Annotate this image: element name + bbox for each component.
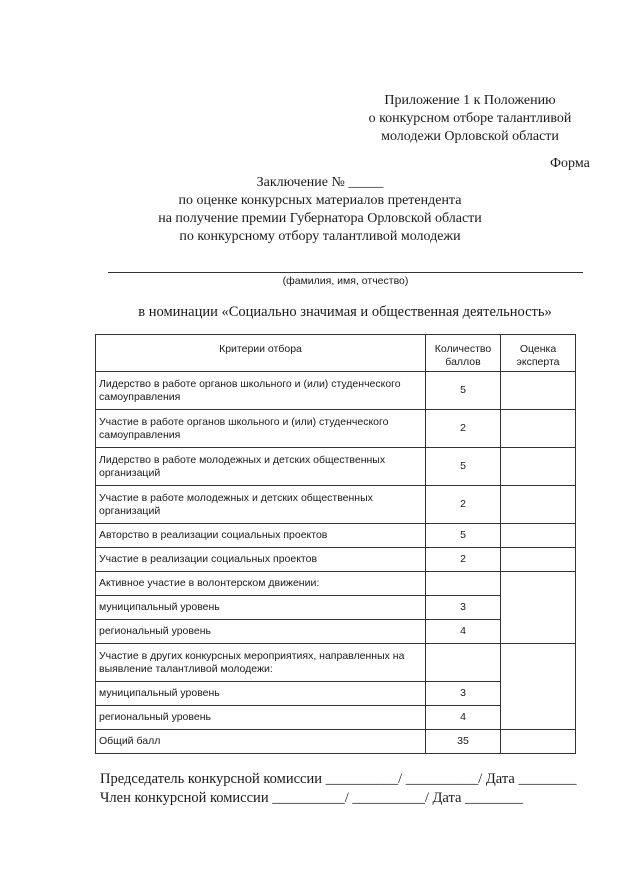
criterion-cell: муниципальный уровень (96, 596, 426, 620)
name-field-caption: (фамилия, имя, отчество) (282, 275, 409, 287)
header-points: Количество баллов (426, 335, 501, 372)
title-line: на получение премии Губернатора Орловской области (158, 211, 482, 226)
expert-total-cell[interactable] (501, 730, 576, 754)
expert-score-cell[interactable] (501, 448, 576, 486)
expert-score-cell[interactable] (501, 410, 576, 448)
expert-score-cell[interactable] (501, 524, 576, 548)
table-row (96, 644, 576, 682)
table-row (96, 524, 576, 548)
chair-signature-line[interactable]: Председатель конкурсной комиссии __________/ __________/ Дата ________ (100, 771, 577, 787)
table-row (96, 410, 576, 448)
points-cell: 4 (426, 620, 501, 644)
appendix-line: молодежи Орловской области (381, 129, 559, 144)
table-row (96, 448, 576, 486)
criterion-cell: Участие в реализации социальных проектов (96, 548, 426, 572)
title-line: Заключение № _____ (256, 175, 384, 190)
header-expert: Оценка эксперта (501, 335, 576, 372)
points-cell: 3 (426, 682, 501, 706)
expert-score-cell[interactable] (501, 486, 576, 524)
signature-block (100, 770, 576, 808)
title-line: по оценке конкурсных материалов претендента (178, 193, 462, 208)
points-cell: 5 (426, 372, 501, 410)
criteria-table (95, 334, 576, 754)
points-cell: 2 (426, 410, 501, 448)
total-label-cell: Общий балл (96, 730, 426, 754)
criterion-cell: региональный уровень (96, 706, 426, 730)
criterion-cell: Участие в других конкурсных мероприятиях, направленных на выявление талантливой молодежи: (96, 644, 426, 682)
table-row (96, 572, 576, 596)
appendix-line: Приложение 1 к Положению (384, 93, 556, 108)
expert-score-cell[interactable] (501, 372, 576, 410)
total-points-cell: 35 (426, 730, 501, 754)
name-input-line[interactable] (108, 272, 583, 273)
criterion-cell: Авторство в реализации социальных проектов (96, 524, 426, 548)
points-cell: 5 (426, 448, 501, 486)
member-signature-line[interactable]: Член конкурсной комиссии __________/ __________/ Дата ________ (100, 790, 524, 806)
points-cell (426, 644, 501, 682)
criterion-cell: региональный уровень (96, 620, 426, 644)
expert-score-cell[interactable] (501, 548, 576, 572)
appendix-line: о конкурсном отборе талантливой (368, 111, 572, 126)
criterion-cell: Участие в работе органов школьного и (или) студенческого самоуправления (96, 410, 426, 448)
title-line: по конкурсному отбору талантливой молодежи (179, 229, 461, 244)
points-cell: 4 (426, 706, 501, 730)
appendix-reference (330, 92, 610, 146)
header-criteria: Критерии отбора (96, 335, 426, 372)
expert-score-cell[interactable] (501, 572, 576, 644)
points-cell (426, 572, 501, 596)
table-row (96, 372, 576, 410)
document-title (120, 174, 520, 246)
criterion-cell: Участие в работе молодежных и детских общественных организаций (96, 486, 426, 524)
points-cell: 3 (426, 596, 501, 620)
nomination-title: в номинации «Социально значимая и общественная деятельность» (138, 304, 552, 320)
criterion-cell: Лидерство в работе органов школьного и (или) студенческого самоуправления (96, 372, 426, 410)
form-label: Форма (550, 156, 590, 171)
points-cell: 2 (426, 486, 501, 524)
points-cell: 2 (426, 548, 501, 572)
criterion-cell: Лидерство в работе молодежных и детских общественных организаций (96, 448, 426, 486)
table-total-row (96, 730, 576, 754)
criterion-cell: Активное участие в волонтерском движении: (96, 572, 426, 596)
points-cell: 5 (426, 524, 501, 548)
expert-score-cell[interactable] (501, 644, 576, 730)
criterion-cell: муниципальный уровень (96, 682, 426, 706)
table-row (96, 486, 576, 524)
table-row (96, 548, 576, 572)
table-header-row (96, 335, 576, 372)
